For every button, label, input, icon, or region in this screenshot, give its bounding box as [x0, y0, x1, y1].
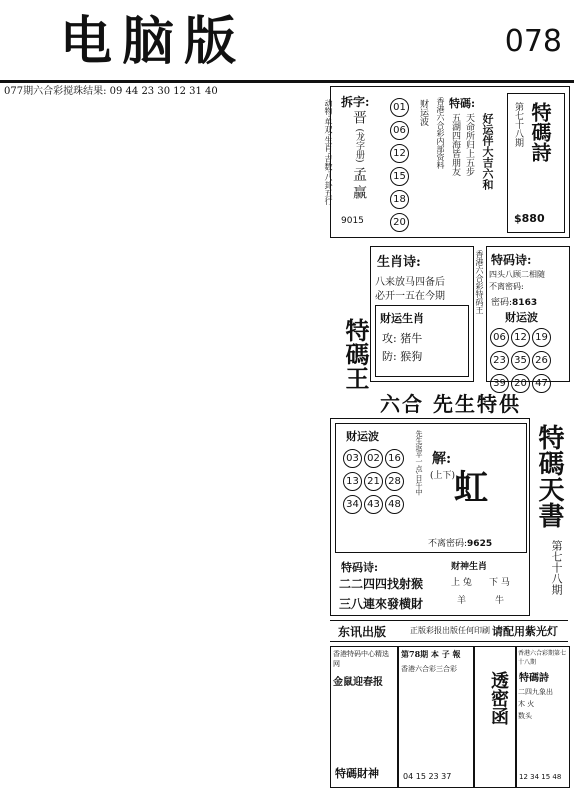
- footer-ad-2: [398, 646, 474, 788]
- footer-bar: [330, 620, 568, 642]
- ad2-numbers: 04 15 23 37: [403, 772, 452, 781]
- masthead-title: 电脑版: [60, 11, 247, 72]
- bo-label: 财运波: [418, 99, 428, 126]
- ad2-title: 第78期 本 子 報: [401, 649, 461, 659]
- fortune-subbox: [375, 305, 469, 377]
- ad1-brand: 特碼財神: [335, 767, 379, 780]
- chai-zi-char: (龙字册): [354, 128, 364, 163]
- tema-code-value: 8163: [512, 298, 538, 308]
- poem-block: [449, 95, 501, 229]
- defend-label: 防:: [382, 350, 397, 363]
- tianshu-title: 特碼天書: [534, 424, 564, 528]
- number-ball: 19: [532, 328, 551, 347]
- poem-label-lower: 特码诗:: [341, 561, 379, 574]
- defend-row: [382, 348, 422, 364]
- fortune-label: 财运生肖: [380, 312, 424, 325]
- number-ball: 18: [390, 190, 409, 209]
- number-ball: 13: [343, 472, 362, 491]
- ad4-line: 木 火: [518, 700, 535, 708]
- number-ball: 01: [390, 98, 409, 117]
- top-right-panel: [324, 86, 570, 238]
- wealth-label: 财运波: [346, 430, 379, 443]
- ad1-title: 香港特码中心精选网: [333, 650, 389, 668]
- number-ball: 02: [364, 449, 383, 468]
- number-ball: 21: [364, 472, 383, 491]
- ad1-sub: 金鼠迎春报: [333, 677, 383, 688]
- number-ball: 16: [385, 449, 404, 468]
- tema-line: 不离密码:: [489, 282, 524, 291]
- ad4-line: 12 34 15 48: [519, 773, 562, 781]
- number-ball: 48: [385, 495, 404, 514]
- ad4-title: 香港六合彩期第七十八期: [518, 650, 567, 666]
- poem-line: 天命所归上五步: [464, 113, 474, 176]
- ad3-title: 透密函: [488, 671, 509, 725]
- jie-label: 解:: [432, 451, 452, 467]
- jie-vertical-note: 先生返平一点,日午中: [415, 430, 423, 496]
- fortune-up: 上 兔: [451, 578, 472, 588]
- number-ball: 34: [343, 495, 362, 514]
- number-ball: 47: [532, 374, 551, 393]
- number-ball: 26: [532, 351, 551, 370]
- number-ball: 20: [511, 374, 530, 393]
- tianshu-issue: 第七十八期: [550, 540, 563, 595]
- number-ball: 03: [343, 449, 362, 468]
- footer-ad-1: [330, 646, 398, 788]
- tema-panel: [486, 246, 570, 389]
- number-ball: 15: [390, 167, 409, 186]
- number-ball: 12: [390, 144, 409, 163]
- jie-code-row: [428, 536, 492, 549]
- chai-zi-number: 9015: [341, 216, 364, 226]
- chai-zi-chars: [349, 110, 369, 214]
- tema-number-grid: [489, 325, 567, 394]
- footer-left: 东讯出版: [338, 625, 387, 639]
- wealth-subbox: [335, 423, 527, 553]
- tema-title: 特码诗:: [491, 253, 532, 267]
- fortune-down: 下 马: [489, 578, 510, 588]
- masthead-rule: [0, 80, 574, 83]
- tema-line: 四头八顾二相随: [489, 270, 545, 279]
- attack-row: [382, 330, 422, 346]
- top-left-vertical-note: 动物·单双·生肖·吉数·八卦五行: [324, 99, 333, 206]
- tema-code-label: 密码:: [491, 298, 513, 308]
- lower-left-panel: [330, 418, 530, 616]
- poem-line: 好运伴大吉六和: [481, 113, 494, 190]
- ad4-line: 数头: [518, 712, 532, 720]
- chai-zi-char: 孟: [351, 166, 367, 181]
- ad4-line: 二四九象出: [518, 688, 553, 696]
- number-ball: 06: [390, 121, 409, 140]
- chai-zi-char: 晋: [351, 110, 367, 124]
- poem-price: $880: [514, 212, 545, 225]
- footer-ad-4: [516, 646, 570, 788]
- jie-code-value: 9625: [467, 539, 493, 549]
- shengxiao-line: 必开一五在今期: [375, 291, 445, 302]
- poem-line: 五湖四海皆朋友: [450, 113, 460, 176]
- ad2-head: 香港六合彩三合彩: [401, 665, 457, 673]
- number-ball: 35: [511, 351, 530, 370]
- poem-title-box: [507, 93, 565, 233]
- fortune-shengxiao-label: 财神生肖: [451, 562, 488, 572]
- bo-number-column: [389, 95, 411, 233]
- number-ball: 20: [390, 213, 409, 232]
- footer-middle: 正版彩报出版任何印刷: [410, 626, 490, 635]
- shengxiao-line: 八来放马四备后: [375, 277, 445, 288]
- jie-char: 虹: [454, 468, 488, 508]
- footer-right: 请配用紫光灯: [492, 625, 558, 638]
- footer-ad-3: [474, 646, 516, 788]
- prediction-text-column: [4, 86, 322, 98]
- wealth-number-grid: [342, 446, 408, 515]
- chai-zi-label: 拆字:: [341, 95, 370, 109]
- number-ball: 06: [490, 328, 509, 347]
- jie-sub: (上下): [430, 471, 456, 481]
- attack-label: 攻:: [382, 332, 397, 345]
- number-ball: 43: [364, 495, 383, 514]
- poem-title: 特碼詩: [528, 102, 552, 162]
- defend-value: 猴狗: [400, 350, 423, 363]
- attack-value: 猪牛: [400, 332, 423, 345]
- number-ball: 39: [490, 374, 509, 393]
- jie-code-label: 不离密码:: [428, 539, 468, 549]
- number-ball: 28: [385, 472, 404, 491]
- fortune-up2: 羊: [457, 596, 467, 606]
- chai-zi-char: 赢: [351, 185, 367, 200]
- shengxiao-title: 生肖诗:: [377, 255, 421, 270]
- poem-line-lower: 二二四四找射猴: [339, 577, 424, 591]
- prediction-paragraph: 077期六合彩搅珠结果: 09 44 23 30 12 31 40: [4, 86, 218, 97]
- banner-title: 六合 先生特供: [380, 392, 521, 416]
- tema-wave-label: 财运波: [505, 311, 538, 324]
- shengxiao-vertical-caption: 香港六合彩特码王: [475, 250, 484, 314]
- poem-label: 特碼:: [449, 97, 476, 110]
- tema-code-row: [491, 295, 537, 308]
- number-ball: 23: [490, 351, 509, 370]
- top-side-note: 香港六合彩内部资料: [436, 97, 445, 169]
- fortune-down2: 牛: [495, 596, 505, 606]
- poem-issue: 第七十八期: [513, 102, 523, 147]
- issue-number: 078: [504, 24, 562, 59]
- chai-zi-block: [341, 93, 381, 226]
- side-title: 特碼王: [341, 318, 370, 390]
- number-ball: 12: [511, 328, 530, 347]
- poem-line-lower: 三八連來發横財: [339, 597, 424, 611]
- shengxiao-panel: [370, 246, 474, 382]
- ad4-sub: 特碼詩: [519, 673, 549, 684]
